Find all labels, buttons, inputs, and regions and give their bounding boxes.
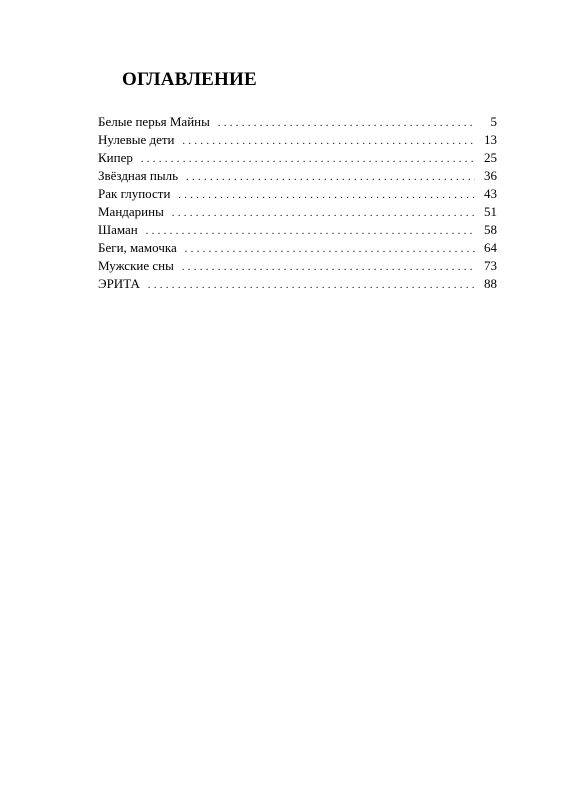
- toc-entry-title: Кипер: [98, 150, 133, 165]
- toc-entry: [98, 239, 497, 257]
- toc-entry: [98, 131, 497, 149]
- table-of-contents: [98, 113, 497, 293]
- toc-entry-page: 36: [484, 168, 497, 183]
- toc-entry: [98, 221, 497, 239]
- toc-entry: [98, 167, 497, 185]
- toc-entry-title: Мандарины: [98, 204, 164, 219]
- toc-entry-page: 58: [484, 222, 497, 237]
- dot-leader: [146, 223, 475, 241]
- dot-leader: [185, 241, 475, 259]
- toc-entry-title: Белые перья Майны: [98, 114, 210, 129]
- dot-leader: [186, 169, 475, 187]
- toc-entry-title: Нулевые дети: [98, 132, 175, 147]
- toc-entry-page: 73: [484, 258, 497, 273]
- toc-entry: [98, 185, 497, 203]
- toc-entry: [98, 203, 497, 221]
- toc-entry: [98, 113, 497, 131]
- toc-entry-page: 88: [484, 276, 497, 291]
- toc-entry-page: 5: [490, 114, 497, 129]
- page-title: ОГЛАВЛЕНИЕ: [122, 69, 257, 90]
- toc-entry-page: 43: [484, 186, 497, 201]
- dot-leader: [172, 205, 475, 223]
- toc-entry-title: Звёздная пыль: [98, 168, 178, 183]
- dot-leader: [178, 187, 475, 205]
- toc-entry-page: 51: [484, 204, 497, 219]
- dot-leader: [182, 259, 475, 277]
- toc-entry: [98, 149, 497, 167]
- toc-entry: [98, 257, 497, 275]
- toc-entry-title: Рак глупости: [98, 186, 171, 201]
- toc-entry-title: Шаман: [98, 222, 138, 237]
- toc-entry-title: ЭРИТА: [98, 276, 140, 291]
- dot-leader: [141, 151, 475, 169]
- toc-entry-page: 25: [484, 150, 497, 165]
- toc-entry: [98, 275, 497, 293]
- dot-leader: [218, 115, 475, 133]
- toc-entry-title: Мужские сны: [98, 258, 174, 273]
- dot-leader: [148, 277, 475, 295]
- dot-leader: [183, 133, 476, 151]
- toc-entry-page: 64: [484, 240, 497, 255]
- toc-entry-title: Беги, мамочка: [98, 240, 177, 255]
- toc-entry-page: 13: [484, 132, 497, 147]
